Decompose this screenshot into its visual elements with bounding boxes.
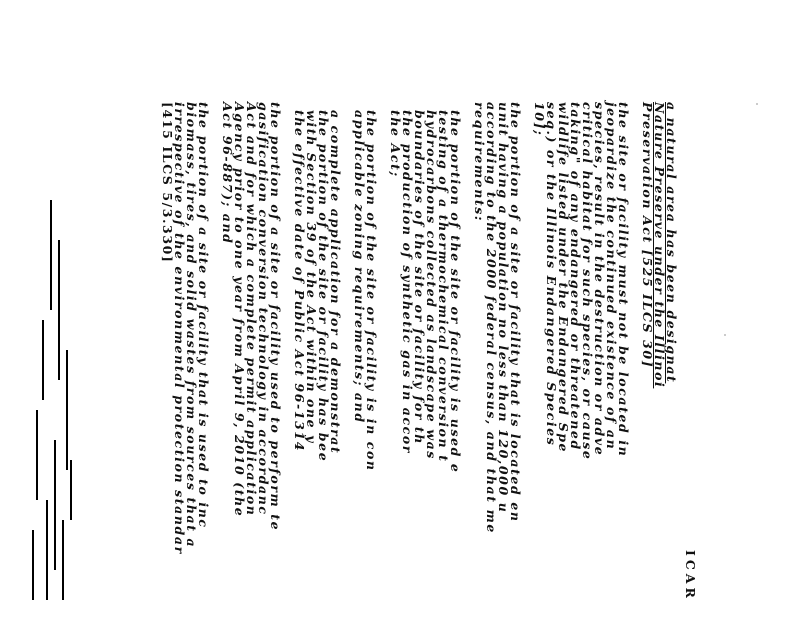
text-line: biomass, tires, and solid wastes from sources that a (184, 102, 199, 549)
text-line: Nature Preserve under the Illinoi (652, 102, 667, 389)
text-line: species, result in the destruction or adve (592, 102, 607, 457)
text-line: Act and for which a complete permit application (244, 102, 259, 517)
text-line: irrespective of the environmental protection standar (172, 102, 187, 555)
text-line: Agency prior to one year from April 9, 2010 (the (232, 102, 247, 518)
text-line: with Section 39 of the Act within one y (304, 110, 319, 444)
text-line: boundaries of the site or facility for th (412, 110, 427, 445)
text-line: 10]; (532, 102, 547, 137)
text-line: gasification conversion technology in accordanc (256, 102, 271, 516)
text-line: the portion of the site or facility has bee (316, 110, 331, 463)
text-line: a natural area has been designat (664, 102, 679, 384)
text-line: the portion of a site or facility that is located en (508, 102, 523, 523)
text-line: requirements: (472, 102, 487, 223)
text-line: wildlife listed under the Endangered Spe (556, 102, 571, 454)
text-line: unit having a population no less than 120,000 u (496, 102, 511, 514)
text-line: the portion of a site or facility that is used to inc (196, 102, 211, 529)
text-line: taking" of any endangered or threatened (568, 102, 583, 451)
text-line: according to the 2000 federal census, and that me (484, 102, 499, 534)
rotated-text-block (161, 102, 696, 618)
text-line: applicable zoning requirements; and (352, 110, 367, 424)
text-line: the portion of the site or facility is used e (448, 110, 463, 474)
text-line: a complete application for a demonstrat (328, 110, 343, 455)
text-line: the production of synthetic gas in accor (400, 110, 415, 454)
text-line: seq.) or the Illinois Endangered Species (544, 102, 559, 447)
text-line: Preservation Act [525 ILCS 30] (640, 102, 655, 369)
text-line: the portion of the site or facility is in con (364, 110, 379, 472)
text-line: hydrocarbons collected as landscape was (424, 110, 439, 460)
text-line: the site or facility must not be located in (616, 102, 631, 458)
text-line: testing of a thermochemical conversion t (436, 110, 451, 463)
scan-speck (724, 334, 726, 336)
page-header: ICAR (683, 550, 698, 602)
text-line: the Act; (388, 110, 403, 178)
text-line: Act 96-887); and (220, 102, 235, 245)
binding-edge-artifact (28, 200, 74, 618)
text-line: critical habitat for such species, or cause (580, 102, 595, 461)
text-line: the portion of a site or facility used to perform te (268, 102, 283, 532)
text-line: the effective date of Public Act 96-1314 (292, 110, 307, 453)
scan-speck (756, 103, 758, 105)
citation: [415 ILCS 5/3.330] (160, 102, 175, 264)
text-line: jeopardize the continued existence of an (604, 102, 619, 451)
